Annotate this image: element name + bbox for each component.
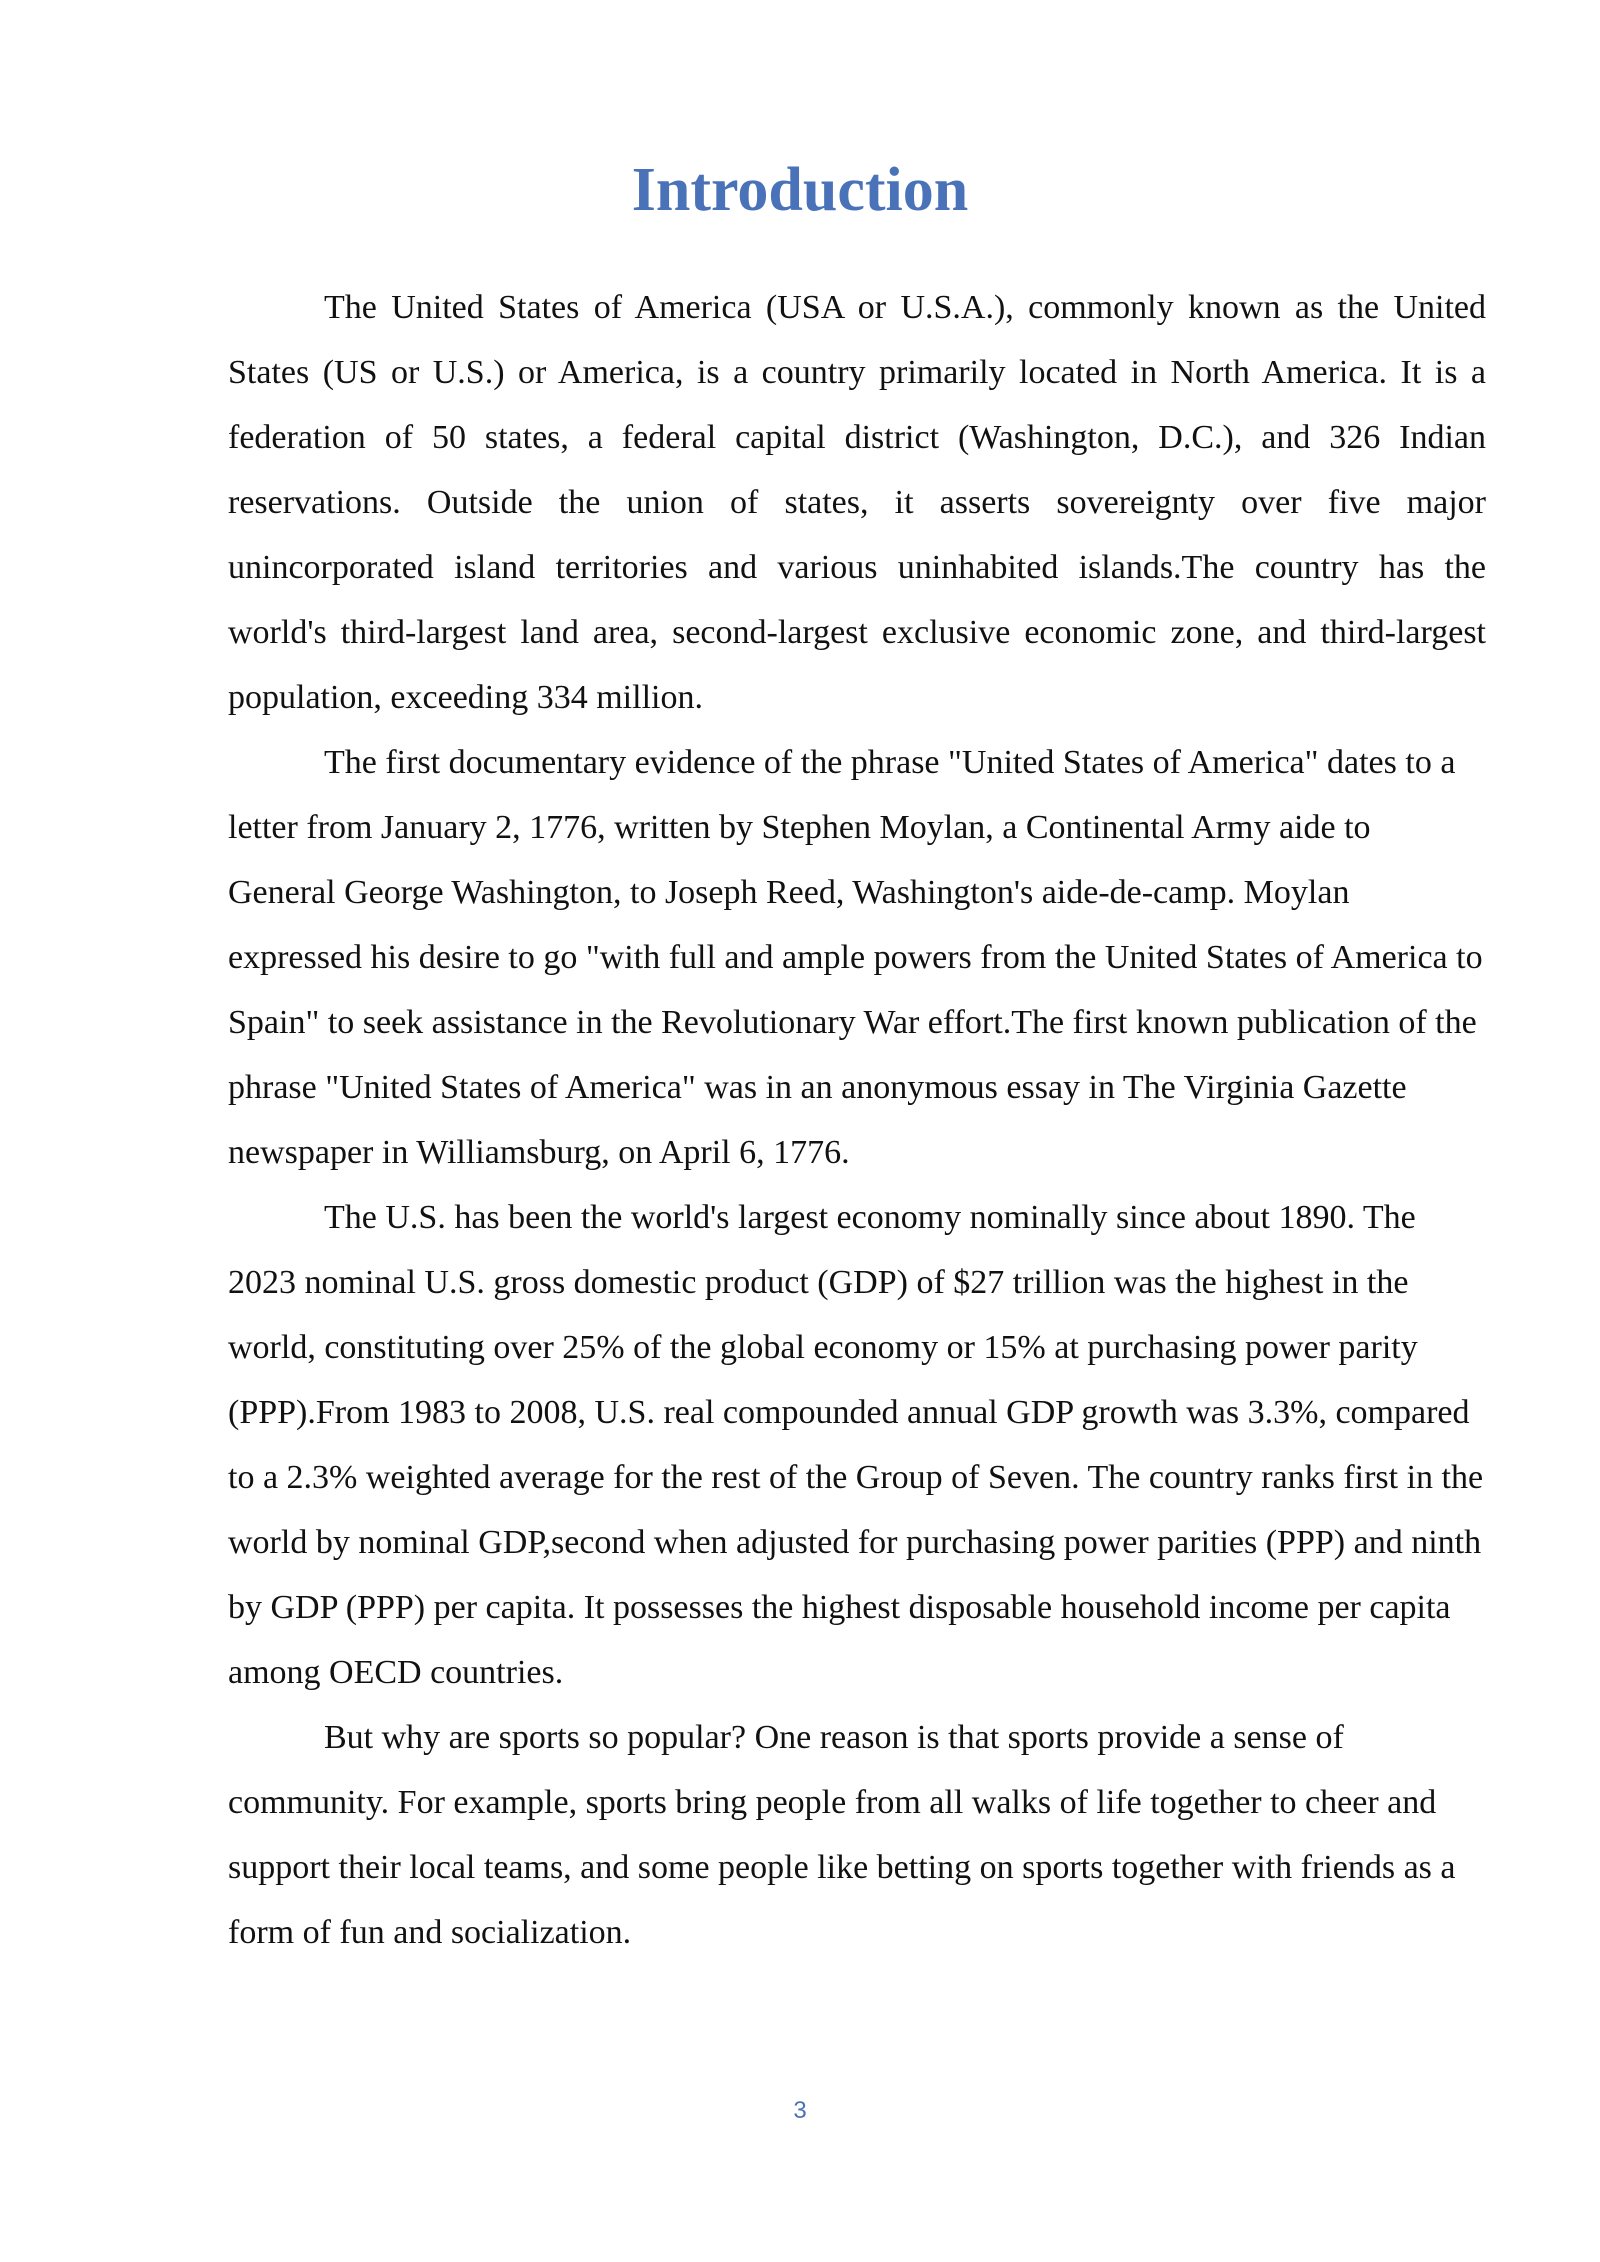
paragraph-sports: But why are sports so popular? One reason is that sports provide a sense of community. For example, sports bring people from all walks of life together to cheer and support their local teams, and some people like betting on sports together with friends as a form of fun and socialization.: [228, 1719, 1456, 1951]
paragraph-economy: The U.S. has been the world's largest economy nominally since about 1890. The 2023 nominal U.S. gross domestic product (GDP) of $27 trillion was the highest in the world, constituting over 25% of the global economy or 15% at purchasing power parity (PPP).From 1983 to 2008, U.S. real compounded annual GDP growth was 3.3%, compared to a 2.3% weighted average for the rest of the Group of Seven. The country ranks first in the world by nominal GDP,second when adjusted for purchasing power parities (PPP) and ninth by GDP (PPP) per capita. It possesses the highest disposable household income per capita among OECD countries.: [228, 1199, 1484, 1691]
body-text: [228, 275, 1486, 1965]
paragraph-name-origin: The first documentary evidence of the phrase "United States of America" dates to a letter from January 2, 1776, written by Stephen Moylan, a Continental Army aide to General George Washington, to Joseph Reed, Washington's aide-de-camp. Moylan expressed his desire to go "with full and ample powers from the United States of America to Spain" to seek assistance in the Revolutionary War effort.The first known publication of the phrase "United States of America" was in an anonymous essay in The Virginia Gazette newspaper in Williamsburg, on April 6, 1776.: [228, 744, 1483, 1171]
page-number: 3: [793, 2097, 807, 2124]
page-title: Introduction: [631, 156, 969, 224]
paragraph-usa-overview: The United States of America (USA or U.S.A.), commonly known as the United States (US or U.S.) or America, is a country primarily located in North America. It is a federation of 50 states, a federal capital district (Washington, D.C.), and 326 Indian reservations. Outside the union of states, it asserts sovereignty over five major unincorporated island territories and various uninhabited islands.The country has the world's third-largest land area, second-largest exclusive economic zone, and third-largest population, exceeding 334 million.: [228, 289, 1486, 716]
